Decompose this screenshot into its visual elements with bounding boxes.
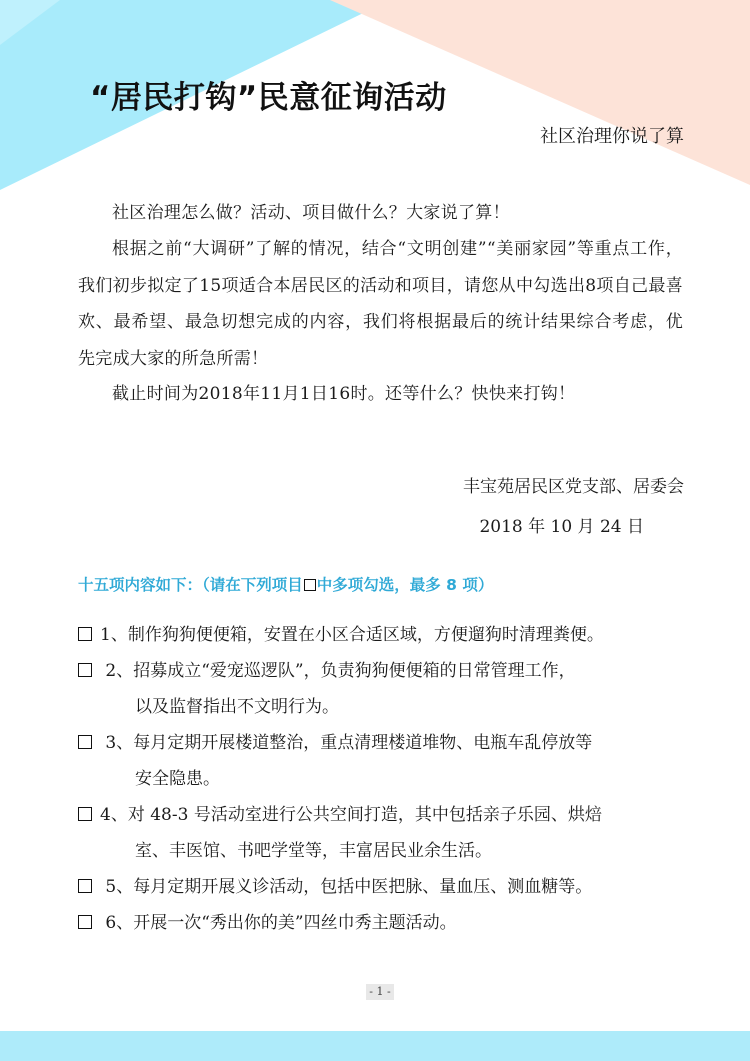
item-checkbox[interactable] bbox=[78, 879, 92, 893]
footer-bar bbox=[0, 1031, 750, 1061]
intro-paragraph-3: 截止时间为2018年11月1日16时。还等什么？快快来打钩！ bbox=[112, 384, 576, 404]
item-number: 3、 bbox=[100, 733, 134, 753]
intro-paragraph-2: 根据之前“大调研”了解的情况，结合“文明创建”“美丽家园”等重点工作，我们初步拟定了15项适合本居民区的活动和项目，请您从中勾选出8项自己最喜欢、最希望、最急切想完成的内容，我们将根据最后的统计结果综合考虑，优先完成大家的所急所需！ bbox=[78, 239, 683, 369]
item-checkbox[interactable] bbox=[78, 663, 92, 677]
item-list bbox=[78, 617, 698, 941]
list-item bbox=[78, 905, 698, 941]
checkbox-symbol-icon bbox=[304, 579, 316, 591]
section-heading-text-post: 中多项勾选，最多 8 项） bbox=[316, 576, 494, 594]
item-text: 制作狗狗便便箱，安置在小区合适区域，方便遛狗时清理粪便。 bbox=[127, 625, 604, 645]
item-number: 2、 bbox=[100, 661, 134, 681]
list-item bbox=[78, 617, 698, 653]
signature-date: 2018 年 10 月 24 日 bbox=[479, 517, 644, 537]
page-number: - 1 - bbox=[366, 984, 394, 1000]
item-number: 4、 bbox=[100, 805, 128, 825]
list-item bbox=[78, 869, 698, 905]
item-number: 1、 bbox=[100, 625, 128, 645]
item-checkbox[interactable] bbox=[78, 807, 92, 821]
item-text-continued: 以及监督指出不文明行为。 bbox=[135, 697, 339, 717]
item-text: 对 48-3 号活动室进行公共空间打造，其中包括亲子乐园、烘焙 bbox=[127, 805, 602, 825]
item-checkbox[interactable] bbox=[78, 915, 92, 929]
item-number: 5、 bbox=[100, 877, 134, 897]
signature-organization: 丰宝苑居民区党支部、居委会 bbox=[463, 477, 684, 497]
item-checkbox[interactable] bbox=[78, 627, 92, 641]
page-title: “居民打钩”民意征询活动 bbox=[90, 80, 447, 116]
list-item bbox=[78, 653, 698, 725]
section-heading-text-pre: 十五项内容如下：（请在下列项目 bbox=[78, 576, 303, 594]
list-item bbox=[78, 797, 698, 869]
list-item bbox=[78, 725, 698, 797]
item-text: 每月定期开展义诊活动，包括中医把脉、量血压、测血糖等。 bbox=[133, 877, 593, 897]
item-number: 6、 bbox=[100, 913, 134, 933]
item-text-continued: 室、丰医馆、书吧学堂等，丰富居民业余生活。 bbox=[135, 841, 492, 861]
intro-paragraph-1: 社区治理怎么做？活动、项目做什么？大家说了算！ bbox=[112, 203, 510, 223]
page-subtitle: 社区治理你说了算 bbox=[540, 126, 684, 147]
section-heading bbox=[78, 573, 493, 595]
item-text: 招募成立“爱宠巡逻队”，负责狗狗便便箱的日常管理工作， bbox=[133, 661, 576, 681]
item-text-continued: 安全隐患。 bbox=[135, 769, 220, 789]
item-text: 每月定期开展楼道整治，重点清理楼道堆物、电瓶车乱停放等 bbox=[133, 733, 593, 753]
item-text: 开展一次“秀出你的美”四丝巾秀主题活动。 bbox=[133, 913, 457, 933]
item-checkbox[interactable] bbox=[78, 735, 92, 749]
